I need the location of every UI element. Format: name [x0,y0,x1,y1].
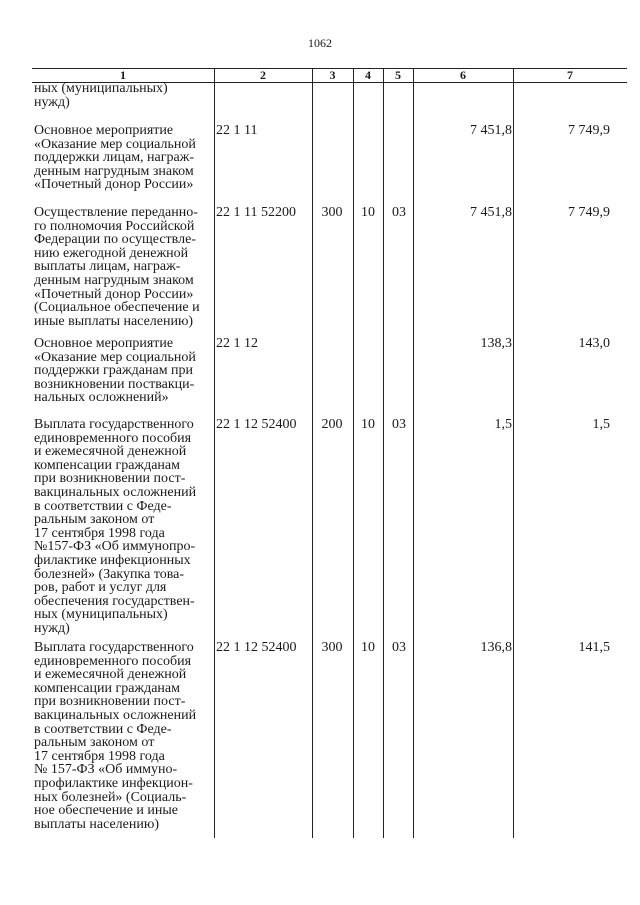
description-line: болезней» (Закупка това- [34,566,185,582]
description-line: го полномочия Российской [34,218,195,234]
header-col-3: 3 [329,68,336,82]
description-line: 17 сентября 1998 года [34,748,165,764]
description-line: единовременного пособия [34,653,192,669]
row-value-year-2: 1,5 [592,417,610,432]
row-code: 22 1 11 [216,123,258,138]
description-line: «Оказание мер социальной [34,136,196,152]
header-col-5: 5 [395,68,401,82]
description-line: Основное мероприятие [34,123,174,138]
description-line: ральным законом от [34,735,155,751]
row-description [34,206,214,328]
row-description [34,124,214,192]
description-line: Федерации по осуществле- [34,232,196,248]
row-subsection: 03 [392,417,406,432]
row-section: 10 [361,640,375,655]
header-col-7: 7 [567,68,573,82]
description-line: вакцинальных осложнений [34,484,197,500]
row-value-year-2: 143,0 [578,336,610,351]
row-subsection: 03 [392,205,406,220]
col-border [513,68,514,838]
description-line: нальных осложнений» [34,390,169,406]
description-line: 17 сентября 1998 года [34,525,165,541]
description-line: обеспечения государствен- [34,593,195,609]
description-line: иные выплаты населению) [34,313,194,329]
col-border [214,68,215,838]
row-code: 22 1 11 52200 [216,205,296,220]
row-value-year-2: 7 749,9 [568,123,610,138]
row-code: 22 1 12 52400 [216,417,297,432]
row-code: 22 1 12 52400 [216,640,297,655]
description-line: в соответствии с Феде- [34,721,172,737]
description-line: при возникновении пост- [34,694,186,710]
description-line: компенсации гражданам [34,680,180,696]
description-line: возникновении поствакци- [34,376,195,392]
description-line: нужд) [34,94,70,110]
row-code: 22 1 12 [216,336,258,351]
description-line: № 157-ФЗ «Об иммуно- [34,762,178,778]
description-line: ных (муниципальных) [34,81,168,96]
row-expense-type: 300 [321,205,343,220]
description-line: поддержки гражданам при [34,363,194,379]
col-border [312,68,313,838]
description-line: нию ежегодной денежной [34,245,189,261]
description-line: денным нагрудным знаком [34,163,194,179]
description-line: «Почетный донор России» [34,177,194,193]
row-section: 10 [361,205,375,220]
header-col-2: 2 [260,68,266,82]
row-description [34,337,214,405]
description-line: филактике инфекционных [34,552,191,568]
description-line: ных болезней» (Социаль- [34,789,187,805]
description-line: и ежемесячной денежной [34,444,187,460]
row-subsection: 03 [392,640,406,655]
row-description [34,641,214,831]
description-line: «Почетный донор России» [34,286,194,302]
row-value-year-1: 136,8 [480,640,512,655]
description-line: нужд) [34,620,70,636]
header-col-6: 6 [460,68,466,82]
description-line: выплаты лицам, награж- [34,259,181,275]
description-line: ральным законом от [34,512,155,528]
row-value-year-1: 7 451,8 [470,123,512,138]
row-section: 10 [361,417,375,432]
page-number: 1062 [308,36,332,50]
row-expense-type: 300 [321,640,343,655]
description-line: выплаты населению) [34,816,159,832]
description-line: вакцинальных осложнений [34,707,197,723]
col-border [413,68,414,838]
description-line: «Оказание мер социальной [34,349,196,365]
row-expense-type: 200 [321,417,343,432]
col-border [353,68,354,838]
description-line: ров, работ и услуг для [34,580,167,596]
description-line: Основное мероприятие [34,336,174,351]
row-value-year-1: 1,5 [494,417,512,432]
header-col-1: 1 [120,68,126,82]
row-value-year-1: 7 451,8 [470,205,512,220]
description-line: компенсации гражданам [34,457,180,473]
description-line: ное обеспечение и иные [34,803,178,819]
col-border [383,68,384,838]
description-line: (Социальное обеспечение и [34,300,200,316]
description-line: при возникновении пост- [34,471,186,487]
description-line: Выплата государственного [34,640,194,655]
header-col-4: 4 [365,68,371,82]
description-line: и ежемесячной денежной [34,667,187,683]
row-value-year-1: 138,3 [480,336,512,351]
description-line: №157-ФЗ «Об иммунопро- [34,539,196,555]
row-value-year-2: 141,5 [578,640,610,655]
row-value-year-2: 7 749,9 [568,205,610,220]
description-line: в соответствии с Феде- [34,498,172,514]
description-line: ных (муниципальных) [34,607,168,623]
description-line: денным нагрудным знаком [34,272,194,288]
row-description [34,82,214,109]
description-line: поддержки лицам, награж- [34,150,195,166]
row-description [34,418,214,636]
description-line: Осуществление переданно- [34,205,198,220]
description-line: Выплата государственного [34,417,194,432]
description-line: единовременного пособия [34,430,192,446]
description-line: профилактике инфекцион- [34,775,193,791]
